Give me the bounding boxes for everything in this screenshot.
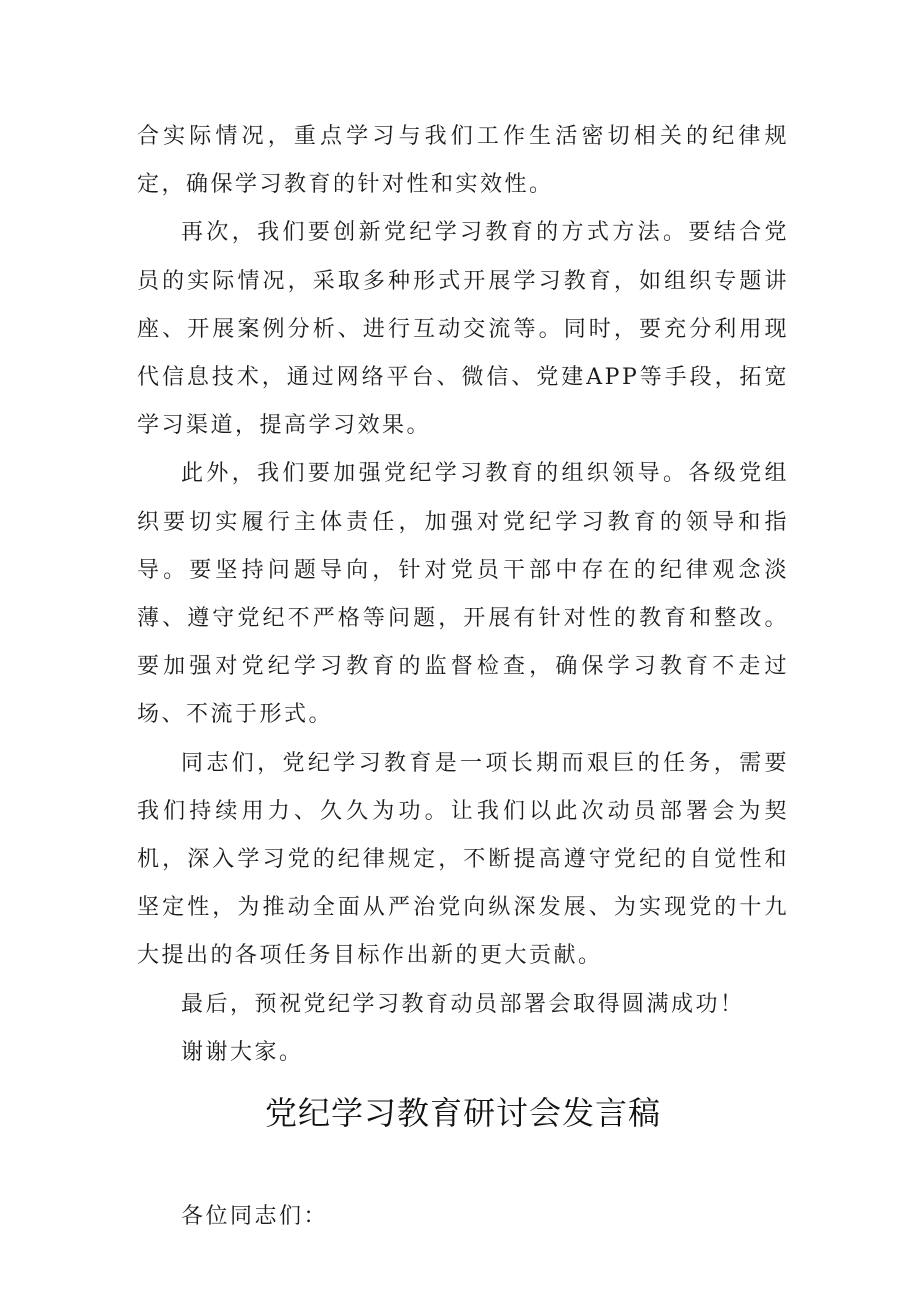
second-speech-title: 党纪学习教育研讨会发言稿 — [264, 1094, 661, 1133]
paragraph-thanks: 谢谢大家。 — [181, 1039, 304, 1065]
paragraph-organization-leadership: 此外，我们要加强党纪学习教育的组织领导。各级党组织要切实履行主体责任，加强对党纪学习教育的领导和指导。要坚持问题导向，针对党员干部中存在的纪律观念淡薄、遵守党纪不严格等问题，开展有针对性的教育和整改。要加强对党纪学习教育的监督检查，确保学习教育不走过场、不流于形式。 — [137, 461, 789, 728]
salutation: 各位同志们： — [181, 1204, 329, 1230]
paragraph-wish-success: 最后，预祝党纪学习教育动员部署会取得圆满成功！ — [181, 991, 745, 1017]
paragraph-comrades-call: 同志们，党纪学习教育是一项长期而艰巨的任务，需要我们持续用力、久久为功。让我们以此次动员部署会为契机，深入学习党的纪律规定，不断提高遵守党纪的自觉性和坚定性，为推动全面从严治党向纵深发展、为实现党的十九大提出的各项任务目标作出新的更大贡献。 — [137, 750, 789, 969]
document-body — [137, 113, 789, 1241]
paragraph-continuation: 合实际情况，重点学习与我们工作生活密切相关的纪律规定，确保学习教育的针对性和实效性。 — [137, 124, 789, 198]
paragraph-innovate-methods: 再次，我们要创新党纪学习教育的方式方法。要结合党员的实际情况，采取多种形式开展学习教育，如组织专题讲座、开展案例分析、进行互动交流等。同时，要充分利用现代信息技术，通过网络平台、微信、党建APP等手段，拓宽学习渠道，提高学习效果。 — [137, 220, 789, 439]
